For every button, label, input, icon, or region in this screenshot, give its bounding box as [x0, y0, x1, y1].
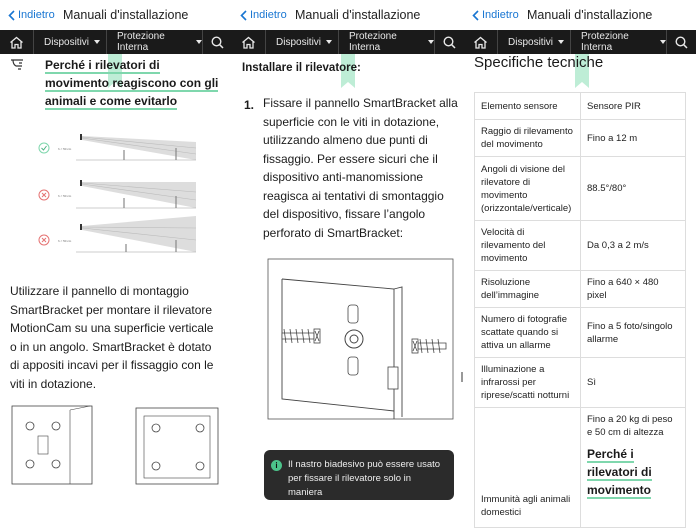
caret-down-icon	[558, 40, 564, 44]
height-label: h < 50 cm	[58, 147, 72, 151]
spec-value: Fino a 20 kg di peso e 50 cm di altezza	[587, 414, 673, 438]
back-button[interactable]	[464, 9, 526, 21]
tooltip-text: Il nastro biadesivo può essere usato per fissare il rilevatore solo in maniera	[288, 459, 441, 498]
article-content	[0, 54, 232, 486]
table-row	[475, 271, 686, 308]
caret-down-icon	[94, 40, 100, 44]
screen-panel-3	[464, 0, 696, 518]
nav-bar	[232, 30, 464, 54]
dropdown-label: Dispositivi	[508, 36, 554, 48]
smartbracket-illustrations	[10, 404, 222, 486]
home-button[interactable]	[464, 30, 498, 54]
back-label: Indietro	[482, 9, 519, 21]
nav-bar	[464, 30, 696, 54]
dropdown-label: Dispositivi	[276, 36, 322, 48]
info-icon: i	[271, 460, 282, 471]
nav-bar	[0, 30, 232, 54]
spec-value: Da 0,3 a 2 m/s	[581, 221, 686, 271]
spec-label: Numero di fotografie scattate quando si attiva un allarme	[475, 308, 581, 358]
page-title: Manuali d'installazione	[63, 8, 189, 22]
search-button[interactable]	[667, 36, 696, 49]
table-row	[475, 157, 686, 221]
search-button[interactable]	[435, 36, 464, 49]
diagram-row-wrong-2	[39, 216, 196, 252]
table-row	[475, 408, 686, 528]
spec-label: Immunità agli animali domestici	[475, 408, 581, 528]
pet-immunity-link[interactable]: Perché i rilevatori di movimento reagiscono con gli animali e come evitarlo	[45, 58, 219, 108]
smartbracket-paragraph: Utilizzare il pannello di montaggio SmartBracket per montare il rilevatore MotionCam su una superficie verticale o in un angolo. SmartBracket è dotato di appositi incavi per il fissaggio con le viti in dotazione.	[10, 284, 214, 391]
dispositivi-dropdown[interactable]	[498, 30, 571, 54]
spec-value: 88.5°/80°	[581, 157, 686, 221]
back-label: Indietro	[250, 9, 287, 21]
specs-title: Specifiche tecniche	[474, 54, 604, 71]
search-icon	[675, 36, 688, 49]
article-content	[232, 54, 464, 498]
chevron-left-icon	[8, 10, 15, 21]
height-label: h < 50 cm	[58, 239, 72, 243]
page-title: Manuali d'installazione	[527, 8, 653, 22]
home-icon	[9, 36, 24, 49]
top-bar	[464, 0, 696, 30]
dispositivi-dropdown[interactable]	[266, 30, 339, 54]
detection-height-diagram	[36, 120, 196, 260]
screen-panel-1	[0, 0, 232, 486]
spec-value: Fino a 12 m	[581, 120, 686, 157]
spec-value-cell	[581, 408, 686, 528]
search-icon	[211, 36, 224, 49]
caret-down-icon	[660, 40, 666, 44]
top-bar	[232, 0, 464, 30]
table-row	[475, 221, 686, 271]
dropdown-label: Protezione Interna	[349, 31, 397, 53]
home-icon	[241, 36, 256, 49]
protezione-dropdown[interactable]	[571, 30, 667, 54]
caret-down-icon	[196, 40, 202, 44]
chevron-left-icon	[472, 10, 479, 21]
page-title: Manuali d'installazione	[295, 8, 421, 22]
back-button[interactable]	[232, 9, 294, 21]
bracket-mounting-illustration	[268, 259, 453, 419]
protezione-dropdown[interactable]	[107, 30, 203, 54]
top-bar	[0, 0, 232, 30]
spec-label: Velocità di rilevamento del movimento	[475, 221, 581, 271]
search-icon	[443, 36, 456, 49]
spec-value: Sensore PIR	[581, 93, 686, 120]
scroll-handle[interactable]	[461, 372, 463, 382]
pointing-hand-icon	[10, 56, 30, 74]
dropdown-label: Protezione Interna	[117, 31, 165, 53]
spec-label: Risoluzione dell’immagine	[475, 271, 581, 308]
home-icon	[473, 36, 488, 49]
specs-table	[474, 92, 686, 528]
height-label: h < 50 cm	[58, 194, 72, 198]
search-button[interactable]	[203, 36, 232, 49]
dropdown-label: Protezione Interna	[581, 31, 629, 53]
spec-label: Raggio di rilevamento del movimento	[475, 120, 581, 157]
table-row	[475, 120, 686, 157]
caret-down-icon	[326, 40, 332, 44]
dispositivi-dropdown[interactable]	[34, 30, 107, 54]
spec-value: Fino a 5 foto/singolo allarme	[581, 308, 686, 358]
back-label: Indietro	[18, 9, 55, 21]
section-heading: Installare il rilevatore:	[242, 62, 361, 74]
table-row	[475, 308, 686, 358]
home-button[interactable]	[0, 30, 34, 54]
caret-down-icon	[428, 40, 434, 44]
protezione-dropdown[interactable]	[339, 30, 435, 54]
table-row	[475, 358, 686, 408]
step-text: Fissare il pannello SmartBracket alla superficie con le viti in dotazione, utilizzando almeno due punti di fissaggio. Per essere sicuri che il dispositivo anti-manomissione reagisca ai tentativi di smontaggio del dispositivo, fissare l’angolo perforato di SmartBracket:	[263, 96, 458, 240]
pet-immunity-link[interactable]: Perché i rilevatori di movimento	[587, 447, 652, 497]
screen-panel-2	[232, 0, 464, 498]
home-button[interactable]	[232, 30, 266, 54]
spec-label: Elemento sensore	[475, 93, 581, 120]
spec-label: Illuminazione a infrarossi per riprese/scatti notturni	[475, 358, 581, 408]
table-row	[475, 93, 686, 120]
spec-label: Angoli di visione del rilevatore di movimento (orizzontale/verticale)	[475, 157, 581, 221]
step-number: 1.	[244, 98, 255, 112]
back-button[interactable]	[0, 9, 62, 21]
spec-value: Fino a 640 × 480 pixel	[581, 271, 686, 308]
dropdown-label: Dispositivi	[44, 36, 90, 48]
chevron-left-icon	[240, 10, 247, 21]
spec-value: Sì	[581, 358, 686, 408]
article-content	[464, 54, 696, 518]
info-tooltip	[264, 450, 454, 500]
